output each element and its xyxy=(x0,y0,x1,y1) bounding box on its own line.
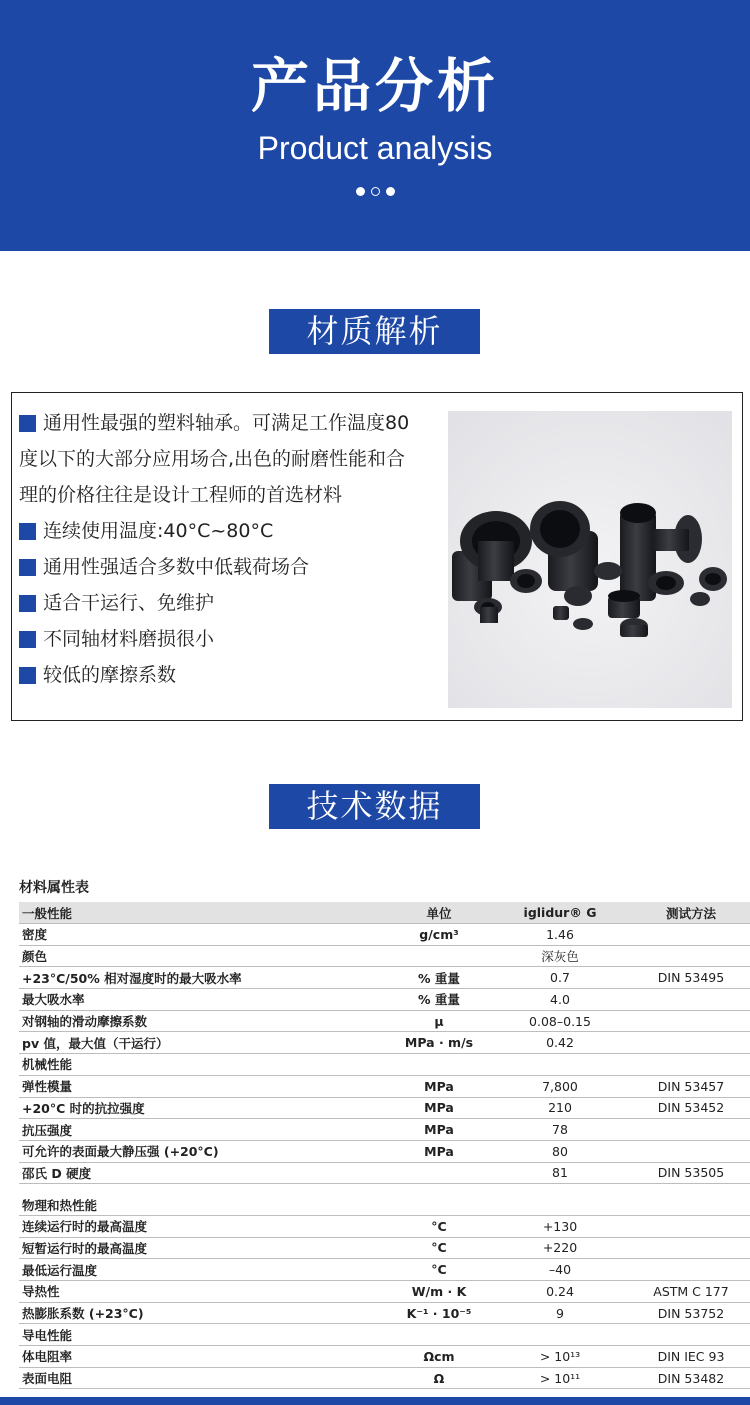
unit-cell: MPa xyxy=(381,1097,497,1119)
property-cell: 可允许的表面最大静压强 (+20°C) xyxy=(19,1140,381,1162)
unit-cell: MPa · m/s xyxy=(381,1032,497,1054)
value-cell: 0.42 xyxy=(497,1032,623,1054)
header-unit: 单位 xyxy=(381,902,497,924)
value-cell: 80 xyxy=(497,1140,623,1162)
unit-cell: MPa xyxy=(381,1075,497,1097)
header-method: 测试方法 xyxy=(623,902,750,924)
property-cell: 表面电阻 xyxy=(19,1367,381,1389)
unit-cell: K⁻¹ · 10⁻⁵ xyxy=(381,1302,497,1324)
table-row xyxy=(19,1032,750,1054)
property-cell: +20°C 时的抗拉强度 xyxy=(19,1097,381,1119)
method-cell: DIN 53452 xyxy=(623,1097,750,1119)
method-cell xyxy=(623,1032,750,1054)
method-cell xyxy=(623,1010,750,1032)
property-cell: 连续运行时的最高温度 xyxy=(19,1215,381,1237)
plastic-bushings-photo xyxy=(448,411,732,708)
table-group-row xyxy=(19,1194,750,1215)
unit-cell: μ xyxy=(381,1010,497,1032)
unit-cell: MPa xyxy=(381,1119,497,1141)
unit-cell: °C xyxy=(381,1259,497,1281)
table-row xyxy=(19,1119,750,1141)
table-caption: 材料属性表 xyxy=(19,880,89,896)
unit-cell: W/m · K xyxy=(381,1281,497,1303)
dot-hollow-icon xyxy=(371,187,380,196)
method-cell: DIN 53495 xyxy=(623,967,750,989)
property-cell: 弹性模量 xyxy=(19,1075,381,1097)
property-cell: 抗压强度 xyxy=(19,1119,381,1141)
value-cell: +220 xyxy=(497,1237,623,1259)
feature-bullet: 较低的摩擦系数 xyxy=(19,657,431,693)
unit-cell: MPa xyxy=(381,1140,497,1162)
property-cell: 短暂运行时的最高温度 xyxy=(19,1237,381,1259)
method-cell xyxy=(623,1259,750,1281)
table-spacer-row xyxy=(19,1184,750,1195)
value-cell: +130 xyxy=(497,1215,623,1237)
table-row xyxy=(19,924,750,946)
table-row xyxy=(19,1237,750,1259)
property-cell: pv 值，最大值（干运行） xyxy=(19,1032,381,1054)
property-cell: 最大吸水率 xyxy=(19,989,381,1011)
property-cell: +23°C/50% 相对湿度时的最大吸水率 xyxy=(19,967,381,989)
feature-bullet: 不同轴材料磨损很小 xyxy=(19,621,431,657)
value-cell: 0.24 xyxy=(497,1281,623,1303)
footer-bar xyxy=(0,1397,750,1405)
header-property: 一般性能 xyxy=(19,902,381,924)
square-bullet-icon xyxy=(19,631,36,648)
property-cell: 颜色 xyxy=(19,945,381,967)
property-cell: 体电阻率 xyxy=(19,1346,381,1368)
group-title: 机械性能 xyxy=(19,1054,750,1076)
unit-cell xyxy=(381,945,497,967)
material-text xyxy=(19,405,431,693)
table-row xyxy=(19,1346,750,1368)
dot-icon xyxy=(356,187,365,196)
table-row xyxy=(19,989,750,1011)
table-row xyxy=(19,1215,750,1237)
method-cell: DIN 53505 xyxy=(623,1162,750,1184)
method-cell xyxy=(623,1215,750,1237)
property-cell: 对钢轴的滑动摩擦系数 xyxy=(19,1010,381,1032)
banner-title: 产品分析 xyxy=(250,52,499,120)
description-line: 理的价格往往是设计工程师的首选材料 xyxy=(19,484,343,506)
value-cell: > 10¹³ xyxy=(497,1346,623,1368)
property-cell: 热膨胀系数 (+23°C) xyxy=(19,1302,381,1324)
value-cell: 81 xyxy=(497,1162,623,1184)
table-row xyxy=(19,1259,750,1281)
value-cell: 210 xyxy=(497,1097,623,1119)
feature-bullet: 连续使用温度:40°C~80°C xyxy=(19,513,431,549)
square-bullet-icon xyxy=(19,559,36,576)
unit-cell: °C xyxy=(381,1237,497,1259)
material-info-box xyxy=(11,392,743,721)
value-cell: > 10¹¹ xyxy=(497,1367,623,1389)
property-cell: 导热性 xyxy=(19,1281,381,1303)
unit-cell xyxy=(381,1162,497,1184)
table-row xyxy=(19,1281,750,1303)
feature-bullet: 通用性强适合多数中低载荷场合 xyxy=(19,549,431,585)
description-line: 度以下的大部分应用场合,出色的耐磨性能和合 xyxy=(19,448,406,470)
properties-table xyxy=(19,902,750,1389)
bushings-illustration xyxy=(448,411,732,708)
unit-cell: % 重量 xyxy=(381,989,497,1011)
method-cell: DIN IEC 93 xyxy=(623,1346,750,1368)
square-bullet-icon xyxy=(19,415,36,432)
unit-cell: °C xyxy=(381,1215,497,1237)
table-row xyxy=(19,945,750,967)
method-cell xyxy=(623,1237,750,1259)
unit-cell: g/cm³ xyxy=(381,924,497,946)
tech-section-title: 技术数据 xyxy=(269,784,480,829)
value-cell: 0.08–0.15 xyxy=(497,1010,623,1032)
square-bullet-icon xyxy=(19,667,36,684)
table-group-row xyxy=(19,1054,750,1076)
method-cell: DIN 53482 xyxy=(623,1367,750,1389)
value-cell: 深灰色 xyxy=(497,945,623,967)
value-cell: 4.0 xyxy=(497,989,623,1011)
table-row xyxy=(19,1367,750,1389)
square-bullet-icon xyxy=(19,523,36,540)
table-row xyxy=(19,1162,750,1184)
method-cell xyxy=(623,945,750,967)
dot-icon xyxy=(386,187,395,196)
method-cell: DIN 53457 xyxy=(623,1075,750,1097)
method-cell xyxy=(623,1119,750,1141)
table-row xyxy=(19,1140,750,1162)
property-cell: 邵氏 D 硬度 xyxy=(19,1162,381,1184)
table-group-row xyxy=(19,1324,750,1346)
value-cell: 9 xyxy=(497,1302,623,1324)
material-section-title: 材质解析 xyxy=(269,309,480,354)
pagination-dots xyxy=(0,187,750,196)
table-row xyxy=(19,967,750,989)
unit-cell: Ωcm xyxy=(381,1346,497,1368)
property-cell: 密度 xyxy=(19,924,381,946)
value-cell: –40 xyxy=(497,1259,623,1281)
method-cell: DIN 53752 xyxy=(623,1302,750,1324)
table-row xyxy=(19,1097,750,1119)
header-material: iglidur® G xyxy=(497,902,623,924)
description-line: 通用性最强的塑料轴承。可满足工作温度80 xyxy=(19,405,431,441)
value-cell: 0.7 xyxy=(497,967,623,989)
table-header-row xyxy=(19,902,750,924)
table-row xyxy=(19,1302,750,1324)
value-cell: 78 xyxy=(497,1119,623,1141)
property-cell: 最低运行温度 xyxy=(19,1259,381,1281)
unit-cell: Ω xyxy=(381,1367,497,1389)
group-title: 导电性能 xyxy=(19,1324,750,1346)
table-row xyxy=(19,1075,750,1097)
properties-table-area xyxy=(19,877,735,1389)
feature-bullet: 适合干运行、免维护 xyxy=(19,585,431,621)
banner-subtitle: Product analysis xyxy=(257,130,493,166)
method-cell xyxy=(623,989,750,1011)
value-cell: 1.46 xyxy=(497,924,623,946)
group-title: 物理和热性能 xyxy=(19,1194,750,1215)
method-cell xyxy=(623,1140,750,1162)
method-cell xyxy=(623,924,750,946)
value-cell: 7,800 xyxy=(497,1075,623,1097)
table-row xyxy=(19,1010,750,1032)
unit-cell: % 重量 xyxy=(381,967,497,989)
method-cell: ASTM C 177 xyxy=(623,1281,750,1303)
header-banner xyxy=(0,0,750,251)
square-bullet-icon xyxy=(19,595,36,612)
